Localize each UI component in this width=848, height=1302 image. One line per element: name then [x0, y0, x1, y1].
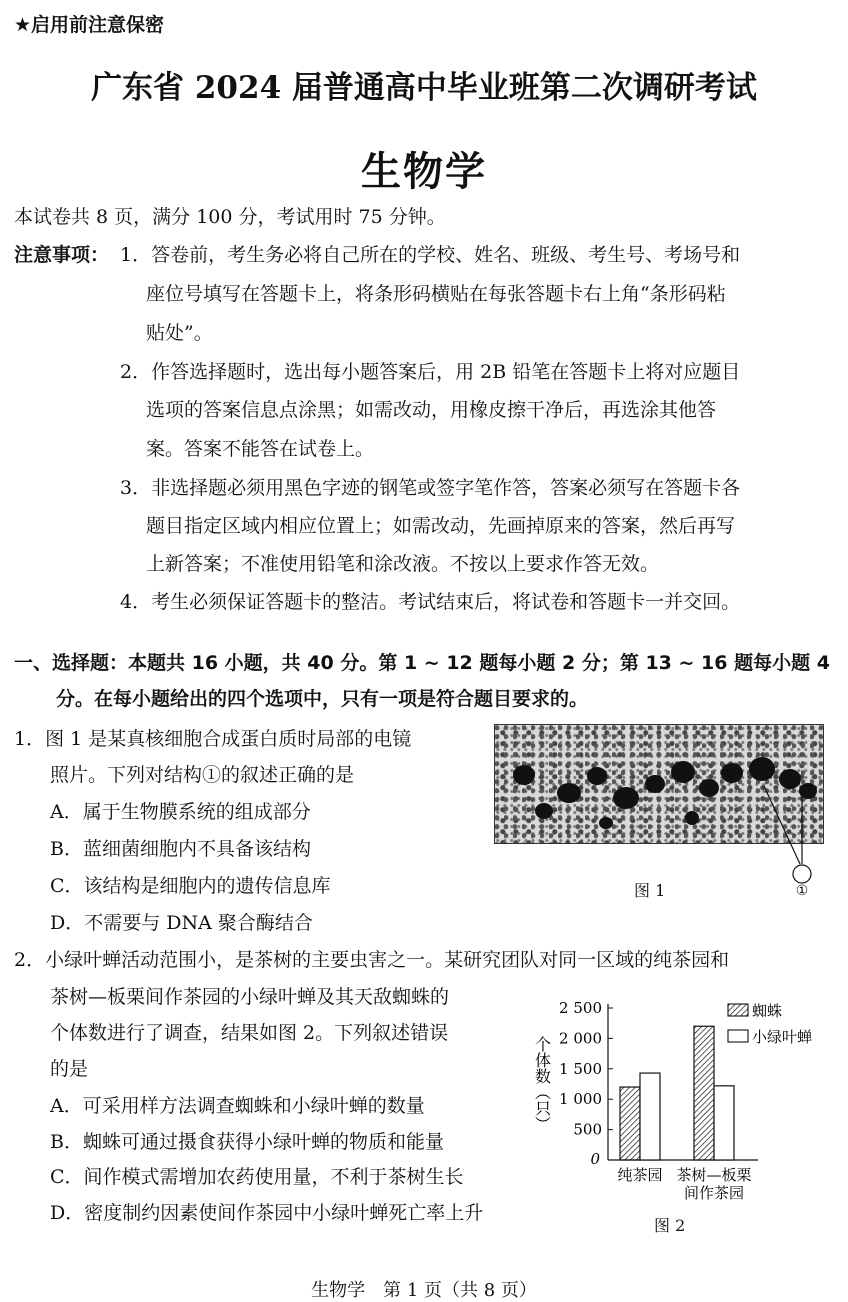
y-tick-label: 2 000 [559, 1029, 602, 1048]
page-footer: 生物学 第 1 页（共 8 页） [311, 1280, 537, 1301]
section-heading-cont: 分。在每小题给出的四个选项中，只有一项是符合题目要求的。 [56, 688, 589, 710]
bar-spider [620, 1087, 640, 1160]
y-tick-label: 500 [573, 1120, 602, 1139]
y-origin-label: 0 [590, 1150, 600, 1168]
y-tick-label: 1 000 [559, 1090, 602, 1109]
legend-label: 小绿叶蝉 [752, 1028, 813, 1046]
note-line: 1．答卷前，考生务必将自己所在的学校、姓名、班级、考生号、考场号和 [120, 244, 741, 266]
legend-swatch [728, 1030, 748, 1042]
q1-stem: 1．图 1 是某真核细胞合成蛋白质时局部的电镜 [14, 728, 412, 750]
y-tick-label: 2 500 [559, 999, 602, 1017]
note-line: 选项的答案信息点涂黑；如需改动，用橡皮擦干净后，再选涂其他答 [146, 399, 717, 421]
figure1-caption: 图 1 [634, 881, 666, 900]
note-line: 2．作答选择题时，选出每小题答案后，用 2B 铅笔在答题卡上将对应题目 [120, 361, 741, 383]
q2-option-a: A．可采用样方法调查蜘蛛和小绿叶蝉的数量 [50, 1095, 425, 1117]
subject-title: 生物学 [361, 148, 487, 195]
note-line: 题目指定区域内相应位置上；如需改动，先画掉原来的答案，然后再写 [146, 515, 736, 537]
figure2-bar-chart [530, 994, 830, 1209]
notes-label: 注意事项： [14, 244, 110, 266]
bar-leafhopper [640, 1073, 660, 1160]
q1-option-b: B．蓝细菌细胞内不具备该结构 [50, 838, 311, 860]
q1-option-c: C．该结构是细胞内的遗传信息库 [50, 875, 331, 897]
confidential-label: ★启用前注意保密 [14, 14, 165, 36]
chart-bars [620, 1026, 734, 1160]
q2-stem-cont: 的是 [50, 1058, 89, 1080]
note-line: 座位号填写在答题卡上，将条形码横贴在每张答题卡右上角“条形码粘 [146, 283, 726, 305]
y-tick-label: 1 500 [559, 1059, 602, 1078]
exam-title: 广东省 2024 届普通高中毕业班第二次调研考试 [91, 70, 757, 106]
bar-spider [694, 1026, 714, 1160]
bar-leafhopper [714, 1086, 734, 1160]
q1-option-d: D．不需要与 DNA 聚合酶结合 [50, 912, 313, 934]
q1-option-a: A．属于生物膜系统的组成部分 [50, 801, 311, 823]
q2-stem-cont: 个体数进行了调查，结果如图 2。下列叙述错误 [50, 1022, 449, 1044]
note-line: 4．考生必须保证答题卡的整洁。考试结束后，将试卷和答题卡一并交回。 [120, 591, 741, 613]
q2-option-c: C．间作模式需增加农药使用量，不利于茶树生长 [50, 1166, 464, 1188]
note-line: 贴处”。 [146, 322, 213, 344]
q2-stem: 2．小绿叶蝉活动范围小，是茶树的主要虫害之一。某研究团队对同一区域的纯茶园和 [14, 949, 730, 971]
x-category-label: 间作茶园 [683, 1184, 745, 1202]
note-line: 案。答案不能答在试卷上。 [146, 438, 375, 460]
note-line: 上新答案；不准使用铅笔和涂改液。不按以上要求作答无效。 [146, 553, 660, 575]
structure-marker-label: ① [795, 883, 809, 899]
q2-stem-cont: 茶树—板栗间作茶园的小绿叶蝉及其天敌蜘蛛的 [50, 986, 450, 1008]
x-category-label: 茶树—板栗 [676, 1166, 752, 1184]
q2-option-b: B．蜘蛛可通过摄食获得小绿叶蝉的物质和能量 [50, 1131, 444, 1153]
legend-swatch [728, 1004, 748, 1016]
q1-stem-cont: 照片。下列对结构①的叙述正确的是 [50, 764, 355, 786]
chart-legend [728, 1002, 812, 1046]
section-heading: 一、选择题：本题共 16 小题，共 40 分。第 1 ~ 12 题每小题 2 分；第 13 ~ 16 题每小题 4 [14, 652, 830, 674]
x-category-label: 纯茶园 [617, 1166, 663, 1184]
note-line: 3．非选择题必须用黑色字迹的钢笔或签字笔作答，答案必须写在答题卡各 [120, 477, 741, 499]
structure-pointer-lines [760, 780, 820, 890]
y-axis-label: 个体数（只） [532, 1036, 552, 1132]
q2-option-d: D．密度制约因素使间作茶园中小绿叶蝉死亡率上升 [50, 1202, 484, 1224]
exam-intro: 本试卷共 8 页，满分 100 分，考试用时 75 分钟。 [14, 206, 446, 228]
legend-label: 蜘蛛 [752, 1002, 783, 1020]
figure2-caption: 图 2 [654, 1216, 686, 1235]
